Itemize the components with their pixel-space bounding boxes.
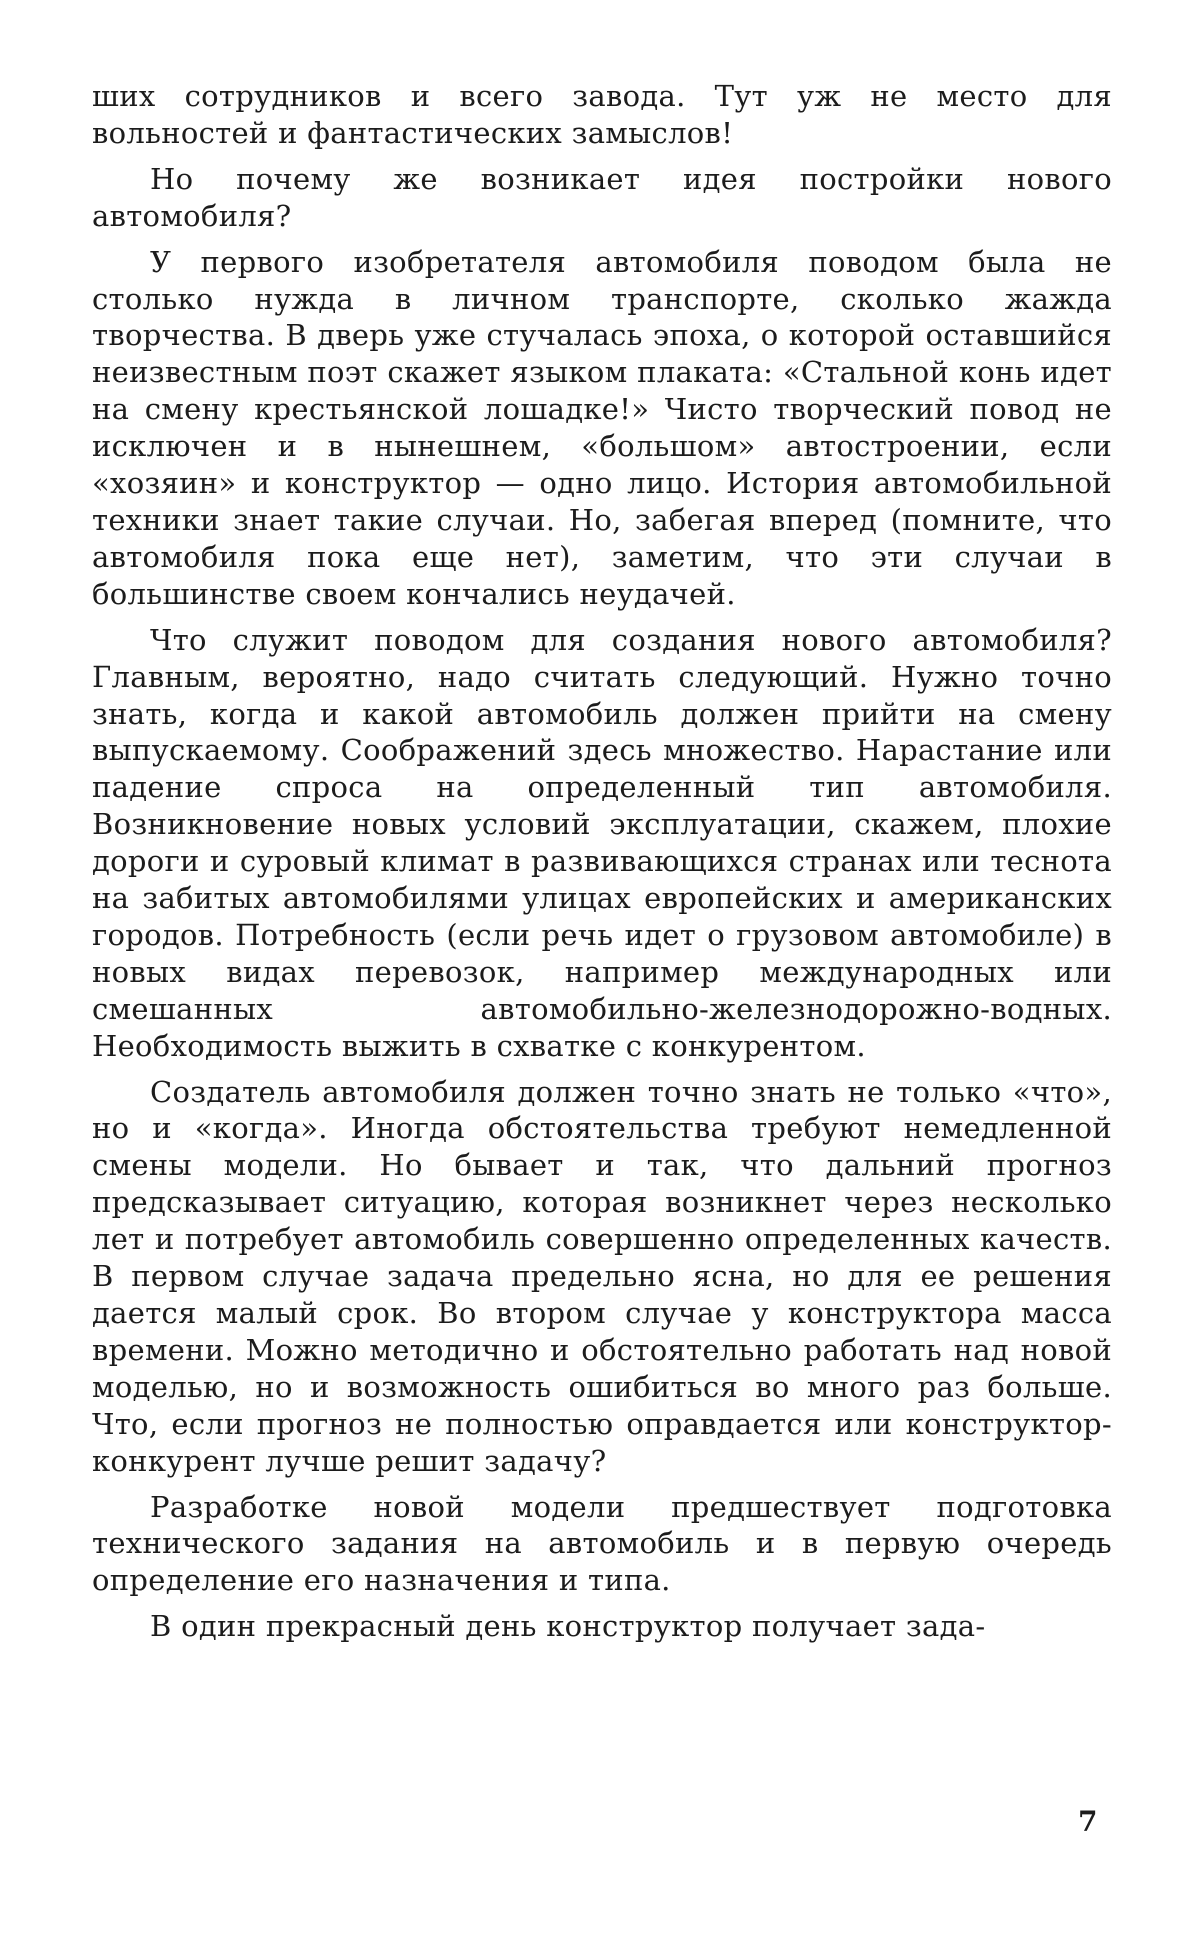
paragraph-3: У первого изобретателя автомобиля поводом была не столько нужда в личном транспорте, сколько жажда творчества. В дверь уже стучалась эпоха, о которой оставшийся неизвестным поэт скажет языком плаката: «Стальной конь идет на смену крестьянской лошадке!» Чисто творческий повод не исключен и в нынешнем, «большом» автостроении, если «хозяин» и конструктор — одно лицо. История автомобильной техники знает такие случаи. Но, забегая вперед (помните, что автомобиля пока еще нет), заметим, что эти случаи в большинстве своем кончались неудачей. <box>92 244 1112 611</box>
paragraph-5: Создатель автомобиля должен точно знать не только «что», но и «когда». Иногда обстоятельства требуют немедленной смены модели. Но бывает и так, что дальний прогноз предсказывает ситуацию, которая возникнет через несколько лет и потребует автомобиль совершенно определенных качеств. В первом случае задача предельно ясна, но для ее решения дается малый срок. Во втором случае у конструктора масса времени. Можно методично и обстоятельно работать над новой моделью, но и возможность ошибиться во много раз больше. Что, если прогноз не полностью оправдается или конструктор-конкурент лучше решит задачу? <box>92 1074 1112 1478</box>
paragraph-4: Что служит поводом для создания нового автомобиля? Главным, вероятно, надо считать следующий. Нужно точно знать, когда и какой автомобиль должен прийти на смену выпускаемому. Соображений здесь множество. Нарастание или падение спроса на определенный тип автомобиля. Возникновение новых условий эксплуатации, скажем, плохие дороги и суровый климат в развивающихся странах или теснота на забитых автомобилями улицах европейских и американских городов. Потребность (если речь идет о грузовом автомобиле) в новых видах перевозок, например международных или смешанных автомобильно-железнодорожно-водных. Необходимость выжить в схватке с конкурентом. <box>92 622 1112 1063</box>
paragraph-1: ших сотрудников и всего завода. Тут уж не место для вольностей и фантастических замыслов! <box>92 79 1112 150</box>
paragraph-6: Разработке новой модели предшествует подготовка технического задания на автомобиль и в первую очередь определение его назначения и типа. <box>92 1489 1112 1598</box>
page-body <box>92 78 1112 1645</box>
page-number: 7 <box>1078 1805 1098 1838</box>
paragraph-7: В один прекрасный день конструктор получает зада- <box>150 1609 986 1644</box>
paragraph-2: Но почему же возникает идея постройки нового автомобиля? <box>92 161 1112 233</box>
